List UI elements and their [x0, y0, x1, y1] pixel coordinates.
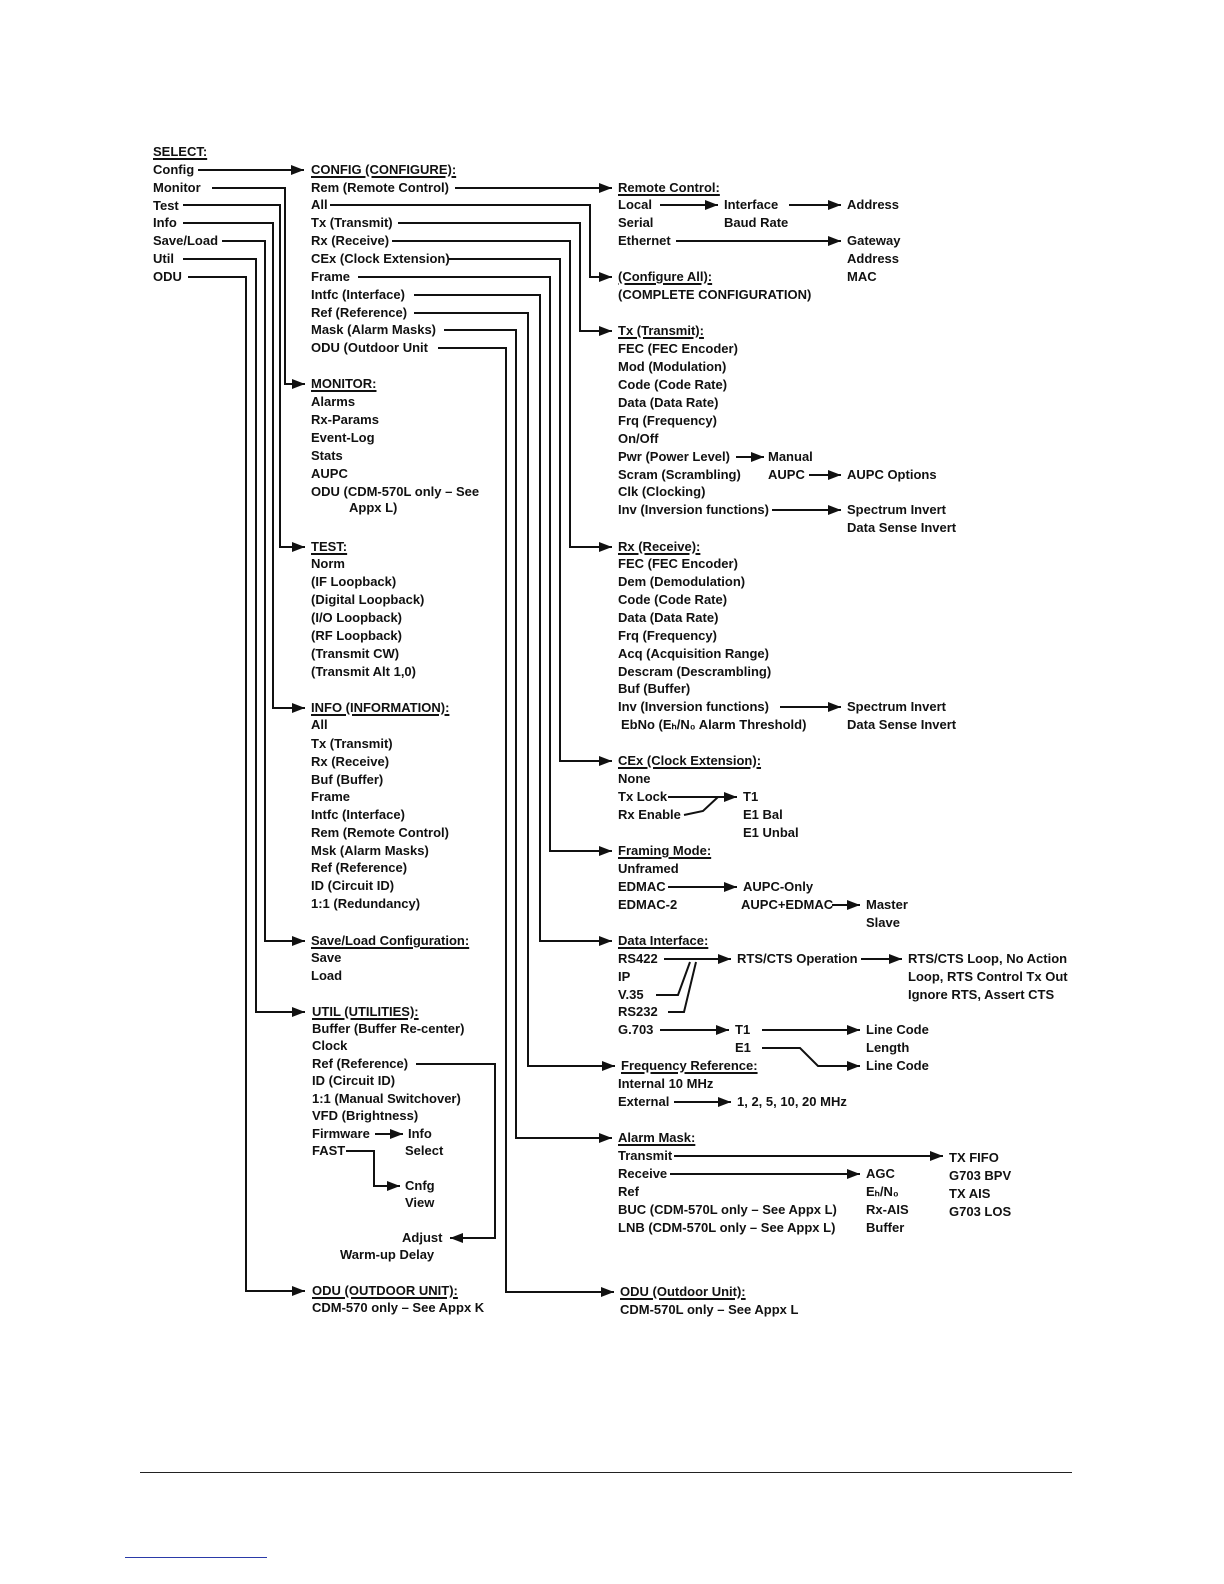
tx-item: Clk (Clocking): [618, 484, 706, 499]
info-item: Frame: [311, 789, 351, 804]
alarm-tx-sub: G703 LOS: [949, 1204, 1012, 1219]
info-item: Rem (Remote Control): [311, 825, 449, 840]
data-intf-g703-sub: T1: [735, 1022, 751, 1037]
util-fast-sub: Cnfg: [405, 1178, 435, 1193]
confall-note: (COMPLETE CONFIGURATION): [618, 287, 812, 302]
tx-heading: Tx (Transmit):: [618, 323, 704, 338]
info-item: Tx (Transmit): [311, 736, 393, 751]
arrowhead: [292, 1286, 305, 1296]
arrowhead: [889, 954, 902, 964]
arrowhead: [292, 703, 305, 713]
select-item: Save/Load: [153, 233, 219, 249]
monitor-item: Event-Log: [311, 430, 375, 445]
select-info-arrow: [183, 223, 305, 708]
arrowhead: [724, 792, 737, 802]
monitor-item: Appx L): [349, 500, 398, 515]
footer-link-underline: [125, 1557, 267, 1558]
arrowhead: [828, 505, 841, 515]
monitor-item: Rx-Params: [311, 412, 379, 427]
util-fast-sub: View: [405, 1195, 435, 1210]
data-intf-rts: RTS/CTS Operation: [737, 951, 858, 966]
info-heading: INFO (INFORMATION):: [311, 700, 450, 715]
arrowhead: [292, 379, 305, 389]
rx-item: EbNo (Eₕ/N₀ Alarm Threshold): [621, 717, 807, 732]
util-item: 1:1 (Manual Switchover): [312, 1091, 461, 1106]
info-item: All: [311, 717, 328, 732]
test-item: (RF Loopback): [311, 628, 402, 643]
config-heading: CONFIG (CONFIGURE):: [311, 162, 457, 177]
alarm-item: Transmit: [618, 1148, 673, 1163]
util-item: Clock: [312, 1038, 348, 1053]
remote-right: MAC: [847, 269, 877, 284]
arrowhead: [599, 1133, 612, 1143]
util-heading: UTIL (UTILITIES):: [312, 1004, 419, 1019]
arrowhead: [847, 1169, 860, 1179]
rx-item: Dem (Demodulation): [618, 574, 746, 589]
info-item: ID (Circuit ID): [311, 878, 395, 893]
alarm-rx-sub: Buffer: [866, 1220, 905, 1235]
test-item: (Digital Loopback): [311, 592, 425, 607]
arrowhead: [751, 452, 764, 462]
rx-item: Data (Data Rate): [618, 610, 719, 625]
monitor-item: Alarms: [311, 394, 356, 409]
tx-item: FEC (FEC Encoder): [618, 341, 738, 356]
framing-item: EDMAC-2: [618, 897, 678, 912]
rx-item: Inv (Inversion functions): [618, 699, 769, 714]
config-item: ODU (Outdoor Unit: [311, 340, 428, 355]
alarm-tx-sub: TX AIS: [949, 1186, 991, 1201]
tx-item: Code (Code Rate): [618, 377, 728, 392]
tx-item: Pwr (Power Level): [618, 449, 730, 464]
footer-rule: [140, 1472, 1072, 1473]
arrowhead: [390, 1129, 403, 1139]
remote-right: Address: [847, 251, 900, 266]
arrowhead: [724, 882, 737, 892]
select-item: Test: [153, 197, 179, 213]
rx-item: Descram (Descrambling): [618, 664, 772, 679]
arrowhead: [718, 1097, 731, 1107]
config-cex-arrow: [448, 259, 612, 761]
arrowhead: [847, 900, 860, 910]
alarm-rx-sub: Eₕ/N₀: [866, 1184, 899, 1199]
arrowhead: [599, 542, 612, 552]
rx-inv-sub: Spectrum Invert: [847, 699, 946, 714]
arrowhead: [292, 936, 305, 946]
remote-item: Local: [618, 197, 652, 212]
util-firmware-sub: Info: [408, 1126, 432, 1141]
alarm-item: Ref: [618, 1184, 639, 1199]
test-item: Norm: [311, 556, 345, 571]
arrowhead: [292, 1007, 305, 1017]
framing-item: Unframed: [618, 861, 679, 876]
monitor-item: Stats: [311, 448, 343, 463]
util-firmware-sub: Select: [405, 1143, 444, 1158]
test-item: (I/O Loopback): [311, 610, 402, 625]
freqref-ext-sub: 1, 2, 5, 10, 20 MHz: [737, 1094, 847, 1109]
cex-item: Rx Enable: [618, 807, 681, 822]
remote-mid: Baud Rate: [724, 215, 789, 230]
test-item: (IF Loopback): [311, 574, 397, 589]
tx-item: Mod (Modulation): [618, 359, 727, 374]
alarm-tx-sub: G703 BPV: [949, 1168, 1012, 1183]
test-heading: TEST:: [311, 539, 348, 554]
remote-right: Address: [847, 197, 900, 212]
odu-left-heading: ODU (OUTDOOR UNIT):: [312, 1283, 458, 1298]
alarm-item: LNB (CDM-570L only – See Appx L): [618, 1220, 836, 1235]
data-intf-line: Length: [866, 1040, 910, 1055]
odu-right-note: CDM-570L only – See Appx L: [620, 1302, 799, 1317]
arrowhead: [847, 1025, 860, 1035]
remote-item: Serial: [618, 215, 654, 230]
util-item: Firmware: [312, 1126, 370, 1141]
util-ref-sub: Adjust: [402, 1230, 443, 1245]
config-item: Intfc (Interface): [311, 287, 405, 302]
select-heading: SELECT:: [153, 144, 208, 159]
data-intf-rts-opt: Ignore RTS, Assert CTS: [908, 987, 1055, 1002]
arrowhead: [718, 954, 731, 964]
arrowhead: [387, 1181, 400, 1191]
rx-item: FEC (FEC Encoder): [618, 556, 738, 571]
remote-mid: Interface: [724, 197, 779, 212]
util-item: Ref (Reference): [312, 1056, 409, 1071]
select-monitor-arrow: [212, 188, 305, 384]
framing-mid: AUPC+EDMAC: [741, 897, 834, 912]
config-item: CEx (Clock Extension): [311, 251, 450, 266]
arrowhead: [828, 470, 841, 480]
cex-sub: E1 Unbal: [743, 825, 799, 840]
arrowhead: [450, 1233, 463, 1243]
data-intf-rts-opt: Loop, RTS Control Tx Out: [908, 969, 1068, 984]
select-item: Config: [153, 162, 195, 177]
connector-line: [668, 962, 696, 1012]
data-intf-item: V.35: [618, 987, 644, 1002]
util-item: Buffer (Buffer Re-center): [312, 1021, 465, 1036]
arrowhead: [716, 1025, 729, 1035]
select-item: ODU: [153, 268, 182, 284]
cex-item: None: [618, 771, 651, 786]
data-intf-line: Line Code: [866, 1022, 929, 1037]
remote-item: Ethernet: [618, 233, 671, 248]
tx-item: Frq (Frequency): [618, 413, 717, 428]
tx-pwr-sub: Manual: [768, 449, 813, 464]
info-item: Rx (Receive): [311, 754, 390, 769]
arrowhead: [847, 1061, 860, 1071]
monitor-item: ODU (CDM-570L only – See: [311, 484, 480, 499]
select-test-arrow: [183, 205, 305, 547]
select-item: Info: [153, 215, 177, 231]
saveload-item: Load: [311, 968, 343, 983]
remote-right: Gateway: [847, 233, 901, 248]
framing-mid: AUPC-Only: [743, 879, 814, 894]
data-intf-item: RS422: [618, 951, 658, 966]
connector-line: [346, 1151, 400, 1186]
arrowhead: [930, 1151, 943, 1161]
alarm-item: Receive: [618, 1166, 668, 1181]
info-item: Intfc (Interface): [311, 807, 405, 822]
data-intf-line: Line Code: [866, 1058, 929, 1073]
select-odu-arrow: [188, 277, 305, 1291]
arrowhead: [599, 272, 612, 282]
arrowhead: [828, 702, 841, 712]
data-intf-rts-opt: RTS/CTS Loop, No Action: [908, 951, 1068, 966]
alarm-heading: Alarm Mask:: [618, 1130, 696, 1145]
arrowhead: [291, 165, 304, 175]
config-item: All: [311, 197, 328, 212]
freqref-item: Internal 10 MHz: [618, 1076, 714, 1091]
cex-sub: E1 Bal: [743, 807, 783, 822]
rx-item: Buf (Buffer): [618, 681, 691, 696]
info-item: Ref (Reference): [311, 860, 408, 875]
tx-item: Scram (Scrambling): [618, 467, 741, 482]
tx-aupc-sub: AUPC Options: [847, 467, 937, 482]
config-item: Rem (Remote Control): [311, 180, 449, 195]
test-item: (Transmit CW): [311, 646, 400, 661]
cex-sub: T1: [743, 789, 759, 804]
info-item: Msk (Alarm Masks): [311, 843, 429, 858]
monitor-heading: MONITOR:: [311, 376, 377, 391]
alarm-tx-sub: TX FIFO: [949, 1150, 999, 1165]
arrowhead: [828, 236, 841, 246]
config-item: Tx (Transmit): [311, 215, 393, 230]
odu-right-heading: ODU (Outdoor Unit):: [620, 1284, 746, 1299]
util-ref-sub: Warm-up Delay: [340, 1247, 435, 1262]
tx-inv-sub: Spectrum Invert: [847, 502, 946, 517]
cex-heading: CEx (Clock Extension):: [618, 753, 762, 768]
tx-pwr-sub: AUPC: [768, 467, 805, 482]
confall-heading: (Configure All):: [618, 269, 713, 284]
data-intf-item: IP: [618, 969, 631, 984]
config-frame-arrow: [358, 277, 612, 851]
rx-item: Frq (Frequency): [618, 628, 717, 643]
tx-item: On/Off: [618, 431, 659, 446]
arrowhead: [705, 200, 718, 210]
select-util-arrow: [183, 259, 305, 1012]
test-item: (Transmit Alt 1,0): [311, 664, 416, 679]
rx-heading: Rx (Receive):: [618, 539, 701, 554]
data-intf-item: G.703: [618, 1022, 654, 1037]
rx-item: Acq (Acquisition Range): [618, 646, 769, 661]
odu-left-note: CDM-570 only – See Appx K: [312, 1300, 485, 1315]
freqref-item: External: [618, 1094, 670, 1109]
select-item: Monitor: [153, 179, 201, 195]
cex-item: Tx Lock: [618, 789, 668, 804]
data-intf-item: RS232: [618, 1004, 658, 1019]
remote-heading: Remote Control:: [618, 180, 720, 195]
connector-line: [656, 962, 690, 995]
config-intfc-arrow: [414, 295, 612, 941]
info-item: Buf (Buffer): [311, 772, 384, 787]
config-item: Ref (Reference): [311, 305, 408, 320]
config-item: Frame: [311, 269, 351, 284]
tx-inv-sub: Data Sense Invert: [847, 520, 957, 535]
arrowhead: [601, 1287, 614, 1297]
saveload-heading: Save/Load Configuration:: [311, 933, 470, 948]
util-item: FAST: [312, 1143, 346, 1158]
config-item: Mask (Alarm Masks): [311, 322, 436, 337]
arrowhead: [602, 1061, 615, 1071]
freqref-heading: Frequency Reference:: [621, 1058, 758, 1073]
arrowhead: [599, 846, 612, 856]
arrowhead: [599, 756, 612, 766]
config-item: Rx (Receive): [311, 233, 390, 248]
alarm-rx-sub: Rx-AIS: [866, 1202, 909, 1217]
data-intf-heading: Data Interface:: [618, 933, 709, 948]
alarm-rx-sub: AGC: [866, 1166, 895, 1181]
util-item: VFD (Brightness): [312, 1108, 419, 1123]
data-intf-g703-sub: E1: [735, 1040, 751, 1055]
info-item: 1:1 (Redundancy): [311, 896, 421, 911]
framing-item: EDMAC: [618, 879, 666, 894]
framing-right: Master: [866, 897, 908, 912]
alarm-item: BUC (CDM-570L only – See Appx L): [618, 1202, 837, 1217]
rx-inv-sub: Data Sense Invert: [847, 717, 957, 732]
saveload-item: Save: [311, 950, 342, 965]
framing-right: Slave: [866, 915, 900, 930]
arrowhead: [292, 542, 305, 552]
rx-item: Code (Code Rate): [618, 592, 728, 607]
connector-line: [762, 1048, 860, 1066]
select-item: Util: [153, 251, 174, 266]
tx-item: Data (Data Rate): [618, 395, 719, 410]
monitor-item: AUPC: [311, 466, 348, 481]
arrowhead: [599, 326, 612, 336]
connector-line: [684, 797, 718, 815]
arrowhead: [599, 183, 612, 193]
config-ref-arrow: [414, 313, 615, 1066]
framing-heading: Framing Mode:: [618, 843, 712, 858]
util-item: ID (Circuit ID): [312, 1073, 396, 1088]
tx-item: Inv (Inversion functions): [618, 502, 769, 517]
select-saveload-arrow: [222, 241, 305, 941]
arrowhead: [828, 200, 841, 210]
arrowhead: [599, 936, 612, 946]
